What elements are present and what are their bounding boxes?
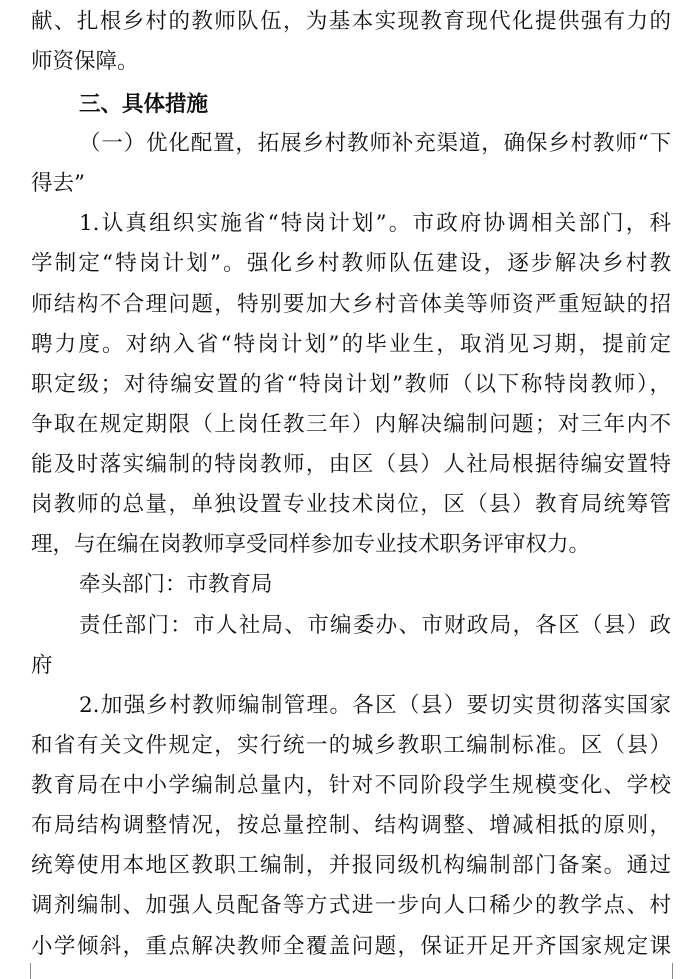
paragraph-line: 职定级；对待编安置的省“特岗计划”教师（以下称特岗教师），	[31, 372, 671, 397]
paragraph-line: 和省有关文件规定，实行统一的城乡教职工编制标准。区（县）	[31, 733, 671, 758]
paragraph-line: 小学倾斜，重点解决教师全覆盖问题，保证开足开齐国家规定课	[31, 934, 671, 959]
section-heading: 三、具体措施	[79, 92, 209, 117]
paragraph-line: 统筹使用本地区教职工编制，并报同级机构编制部门备案。通过	[31, 853, 671, 878]
paragraph-line: 师结构不合理问题，特别要加大乡村音体美等师资严重短缺的招	[31, 292, 671, 317]
paragraph-line: 岗教师的总量，单独设置专业技术岗位，区（县）教育局统筹管	[31, 492, 671, 517]
paragraph-line: 争取在规定期限（上岗任教三年）内解决编制问题；对三年内不	[31, 412, 671, 437]
paragraph-line: 能及时落实编制的特岗教师，由区（县）人社局根据待编安置特	[31, 452, 671, 477]
responsible-department-line: 责任部门：市人社局、市编委办、市财政局，各区（县）政	[79, 613, 671, 638]
paragraph-line: 布局结构调整情况，按总量控制、结构调整、增减相抵的原则，	[31, 813, 671, 838]
page-corner-mark-right	[672, 963, 673, 979]
paragraph-line: 学制定“特岗计划”。强化乡村教师队伍建设，逐步解决乡村教	[31, 251, 671, 276]
subsection-heading-line: （一）优化配置，拓展乡村教师补充渠道，确保乡村教师“下	[79, 131, 671, 156]
paragraph-line: 2.加强乡村教师编制管理。各区（县）要切实贯彻落实国家	[79, 693, 671, 718]
paragraph-line: 理，与在编在岗教师享受同样参加专业技术职务评审权力。	[31, 532, 591, 557]
lead-department-line: 牵头部门：市教育局	[79, 572, 273, 597]
page-corner-mark-left	[30, 963, 31, 979]
paragraph-line: 献、扎根乡村的教师队伍，为基本实现教育现代化提供强有力的	[31, 9, 671, 34]
responsible-department-line: 府	[31, 653, 53, 678]
paragraph-line: 教育局在中小学编制总量内，针对不同阶段学生规模变化、学校	[31, 773, 671, 798]
paragraph-line: 师资保障。	[31, 49, 139, 74]
paragraph-line: 调剂编制、加强人员配备等方式进一步向人口稀少的教学点、村	[31, 893, 671, 918]
paragraph-line: 聘力度。对纳入省“特岗计划”的毕业生，取消见习期，提前定	[31, 332, 671, 357]
subsection-heading-line: 得去”	[31, 171, 85, 196]
paragraph-line: 1.认真组织实施省“特岗计划”。市政府协调相关部门，科	[79, 211, 671, 236]
